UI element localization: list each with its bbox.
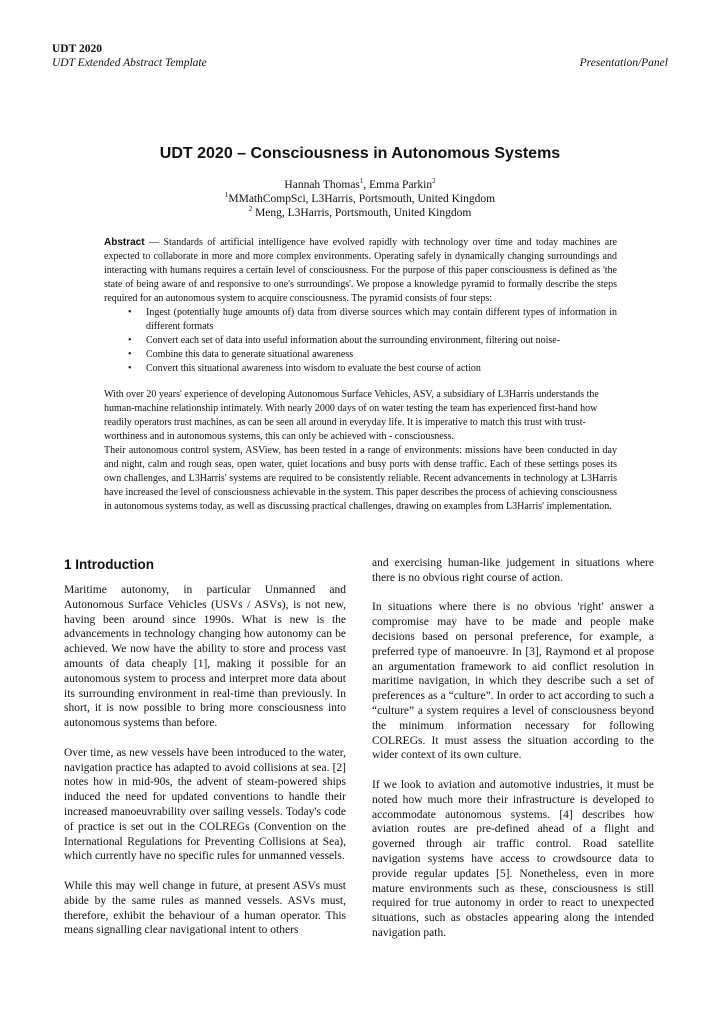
header-category: Presentation/Panel (579, 57, 668, 69)
list-item: • Combine this data to generate situational awareness (104, 348, 617, 362)
paragraph: If we look to aviation and automotive industries, it must be noted how much more their infrastructure is developed to accommodate autonomous systems. [4] describes how aviation routes are pre-defined ahead of a flight and governed through air traffic control. Road satellite navigation systems have access to crowdsource data to provide regular updates [5]. Nonetheless, even in more mature environments such as these, consciousness is still required for true autonomy in order to react to unexpected situations, such as obstacles appearing along the intended navigation path. (372, 778, 654, 939)
right-column (372, 556, 654, 956)
author-block (0, 178, 720, 220)
abstract (104, 236, 617, 514)
section-heading: 1 Introduction (64, 557, 154, 572)
abstract-paragraph-2: With over 20 years' experience of developing Autonomous Surface Vehicles, ASV, a subsidiary of L3Harris understands the human-machine relationship intimately. With nearly 2000 days of on water testing the team has experienced first-hand how readily operators trust machines, as can be seen all around in everyday life. It is imperative to match this trust with trust-worthiness and in autonomous systems, this can only be achieved with - consciousness. (104, 389, 599, 442)
running-header (52, 42, 207, 70)
list-item: • Convert this situational awareness into wisdom to evaluate the best course of action (104, 362, 617, 376)
author-1: Hannah Thomas (284, 179, 360, 191)
author-2: Emma Parkin (369, 179, 433, 191)
affiliation-2: $^2$ Meng, L3Harris, Portsmouth, United Kingdom (248, 205, 472, 219)
paragraph: In situations where there is no obvious 'right' answer a compromise may have to be made and people make decisions based on personal preference, for example, a preferred type of manoeuvre. In [3], Raymond et al propose an argumentation framework to aid conflict resolution in maritime navigation, in which they describe such a set of preferences as a “culture”. In order to act according to such a “culture” a system requires a level of consciousness beyond the minimum information necessary for following COLREGs. It must assess the situation according to the wider context of its own culture. (372, 601, 654, 762)
paragraph: While this may well change in future, at present ASVs must abide by the same rules as manned vessels. ASVs must, therefore, exhibit the behaviour of a human operator. This means signalling clear navigational intent to others (64, 879, 346, 937)
paragraph: Over time, as new vessels have been introduced to the water, navigation practice has adapted to avoid collisions at sea. [2] notes how in mid-90s, the advent of steam-powered ships induced the need for updated conventions to handle their increased manoeuvrability over sailing vessels. Today's code of practice is set out in the COLREGs (Convention on the International Regulations for Preventing Collisions at Sea), which currently have no specific rules for unmanned vessels. (64, 746, 346, 863)
abstract-paragraph-3: Their autonomous control system, ASView, has been tested in a range of environments: missions have been conducted in day and night, calm and rough seas, open water, quiet locations and busy ports with dense traffic. Each of these settings poses its own challenges, and L3Harris' systems are required to be consistently reliable. Recent advancements in technology at L3Harris have increased the level of consciousness achievable in the system. This paper describes the process of achieving consciousness in autonomous systems today, as well as discussing practical challenges, drawing on examples from L3Harris' implementation. (104, 445, 617, 512)
abstract-label: Abstract (104, 237, 145, 248)
paper-title: UDT 2020 – Consciousness in Autonomous Systems (159, 145, 561, 162)
paragraph: Maritime autonomy, in particular Unmanned and Autonomous Surface Vehicles (USVs / ASVs), is not new, having been around since 1990s. What is new is the advancements in technology changing how autonomy can be achieved. We now have the ability to store and process vast amounts of data cheaply [1], making it possible for an autonomous system to process and interpret more data about its surrounding environment in real-time than previously. In short, it is now possible to bring more consciousness into autonomous systems than before. (64, 584, 346, 730)
abstract-intro: Abstract — Standards of artificial intelligence have evolved rapidly with technology over time and today machines are expected to collaborate in more and more complex environments. Operating safely in dynamically changing surroundings and interacting with humans requires a certain level of consciousness. For the purpose of this paper consciousness is defined as 'the state of being aware of and responsive to one's surroundings'. We propose a knowledge pyramid to formally describe the steps required for an autonomous system to acquire consciousness. The pyramid consists of four steps: (104, 237, 617, 304)
affiliation-1: $^1$MMathCompSci, L3Harris, Portsmouth, United Kingdom (224, 191, 496, 205)
header-template: UDT Extended Abstract Template (52, 57, 207, 69)
header-conference: UDT 2020 (52, 43, 102, 55)
list-item: • Ingest (potentially huge amounts of) data from diverse sources which may contain different types of information in different formats (104, 306, 617, 334)
pyramid-steps-list (104, 306, 617, 376)
author-line: Hannah Thomas$^1$, Emma Parkin$^2$ (284, 177, 436, 191)
left-column (64, 556, 346, 953)
list-item: • Convert each set of data into useful information about the surrounding environment, filtering out noise- (104, 334, 617, 348)
paragraph: and exercising human-like judgement in situations where there is no obvious right course of action. (372, 557, 654, 584)
